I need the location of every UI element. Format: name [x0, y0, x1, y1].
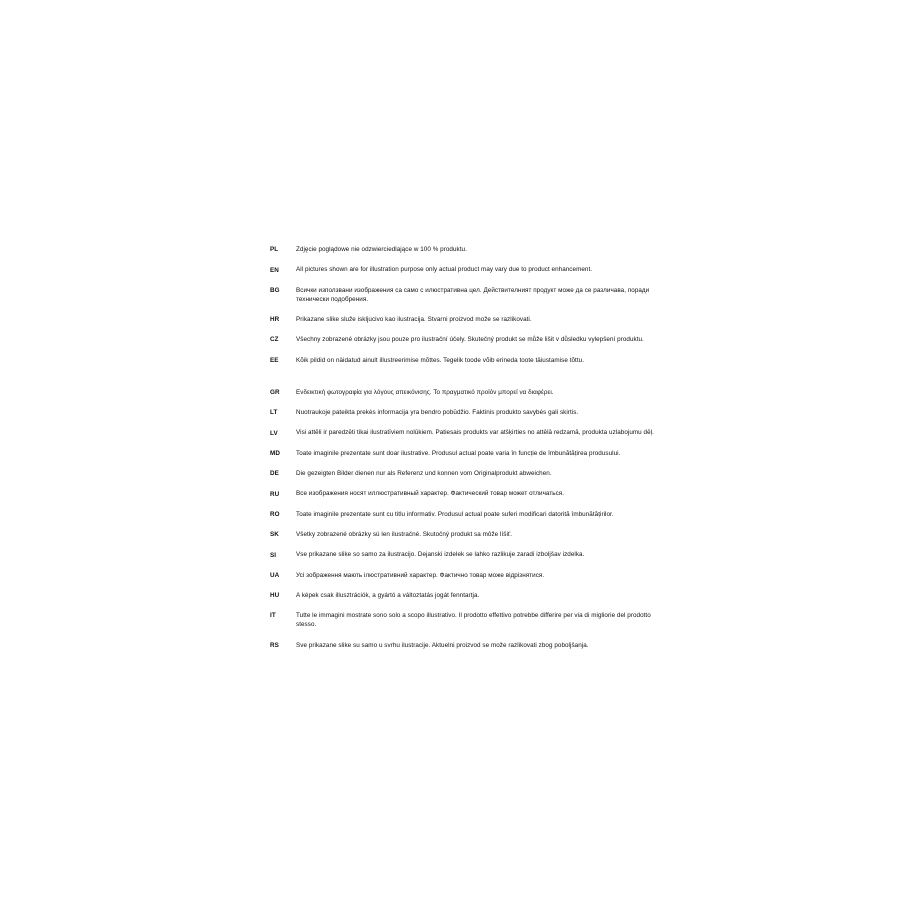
disclaimer-text: Все изображения носят иллюстративный характер. Фактический товар может отличаться. — [296, 490, 565, 498]
language-code: LV — [270, 429, 278, 437]
disclaimer-text: All pictures shown are for illustration purpose only actual product may vary due to product enhancement. — [296, 266, 593, 274]
disclaimer-row — [270, 335, 670, 344]
disclaimer-row — [270, 469, 670, 478]
disclaimer-text: Všechny zobrazené obrázky jsou pouze pro ilustrační účely. Skutečný produkt se může lišit v důsledku vylepšení produktu. — [296, 336, 644, 344]
disclaimer-row — [270, 356, 670, 365]
language-code: EE — [270, 356, 279, 364]
disclaimer-row — [270, 408, 670, 417]
language-code: RU — [270, 490, 280, 498]
language-code: UA — [270, 571, 280, 579]
disclaimer-row — [270, 591, 670, 600]
disclaimer-text: Prikazane slike služe iskljucivo kao ilustracija. Stvarni proizvod može se razlikovati. — [296, 315, 532, 323]
disclaimer-text: Tutte le immagini mostrate sono solo a scopo illustrativo. Il prodotto effettivo potrebbe differire per via di migliorie del prodotto stesso. — [296, 612, 651, 629]
disclaimer-row — [270, 245, 670, 254]
disclaimer-text: Toate imaginile prezentate sunt doar ilustrative. Produsul actual poate varia în funcție de îmbunătățirea produsului. — [296, 449, 621, 457]
disclaimer-text: Усі зображення мають ілюстративний характер. Фактично товар може відрізнятися. — [296, 571, 545, 579]
language-code: GR — [270, 389, 280, 396]
disclaimer-row — [270, 510, 670, 519]
disclaimer-text: Visi attēli ir paredzēti tikai ilustratīviem nolūkiem. Patiesais produkts var atšķirties no attēlā redzamā, produkta uzlabojumu dēļ. — [296, 429, 654, 437]
disclaimer-text: A képek csak illusztrációk, a gyártó a változtatás jogát fenntartja. — [296, 591, 480, 599]
disclaimer-text: Ενδεικτική φωτογραφία για λόγους απεικόνισης. Το πραγματικό προϊόν μπορεί να διαφέρει. — [296, 388, 554, 396]
disclaimer-text: Die gezeigten Bilder dienen nur als Referenz und konnen vom Originalprodukt abweichen. — [296, 470, 552, 478]
language-code: RS — [270, 641, 279, 649]
disclaimer-row — [270, 286, 670, 304]
disclaimer-row — [270, 641, 670, 650]
language-code: IT — [270, 612, 276, 620]
disclaimer-text: Toate imaginile prezentate sunt cu titlu informativ. Produsul actual poate suferi modificari datorită îmbunătățirilor. — [296, 510, 614, 518]
disclaimer-row — [270, 449, 670, 458]
disclaimer-row — [270, 571, 670, 580]
disclaimer-row — [270, 489, 670, 498]
language-code: BG — [270, 286, 280, 294]
disclaimer-row — [270, 530, 670, 539]
disclaimer-text: Kõik pildid on näidatud ainult illustreerimise mõttes. Tegelik toode võib erineda toote täiustamise tõttu. — [296, 356, 585, 364]
disclaimer-row — [270, 428, 670, 437]
language-code: CZ — [270, 336, 279, 344]
disclaimer-row — [270, 550, 670, 559]
disclaimer-row — [270, 315, 670, 324]
disclaimer-text: Zdjęcie poglądowe nie odzwierciedlające w 100 % produktu. — [296, 246, 467, 253]
disclaimer-row — [270, 265, 670, 274]
language-code: LT — [270, 409, 278, 417]
disclaimer-row — [270, 611, 670, 629]
disclaimer-row — [270, 388, 670, 397]
language-code: SK — [270, 531, 279, 539]
language-code: EN — [270, 266, 279, 274]
language-code: HR — [270, 316, 280, 324]
language-code: DE — [270, 470, 279, 478]
disclaimer-text: Vse prikazane slike so samo za ilustracijo. Dejanski izdelek se lahko razlikuje zaradi izboljšav izdelka. — [296, 551, 585, 559]
language-code: HU — [270, 592, 280, 600]
disclaimer-text: Nuotraukoje pateikta prekės informacija yra bendro pobūdžio. Faktinis produkto savybės gali skirtis. — [296, 409, 579, 417]
disclaimer-list — [270, 245, 670, 661]
disclaimer-text: Všetky zobrazené obrázky sú len ilustračné. Skutočný produkt sa môže líšiť. — [296, 531, 513, 538]
language-code: RO — [270, 510, 280, 518]
disclaimer-text: Sve prikazane slike su samo u svrhu ilustracije. Aktuelni proizvod se može razlikovati zbog poboljšanja. — [296, 641, 589, 649]
language-code: PL — [270, 246, 279, 254]
disclaimer-text: Всички използвани изображения са само с илюстративна цел. Действителният продукт може да се различава, поради технически подобрения. — [296, 286, 650, 303]
language-code: SI — [270, 551, 277, 559]
language-code: MD — [270, 449, 280, 457]
